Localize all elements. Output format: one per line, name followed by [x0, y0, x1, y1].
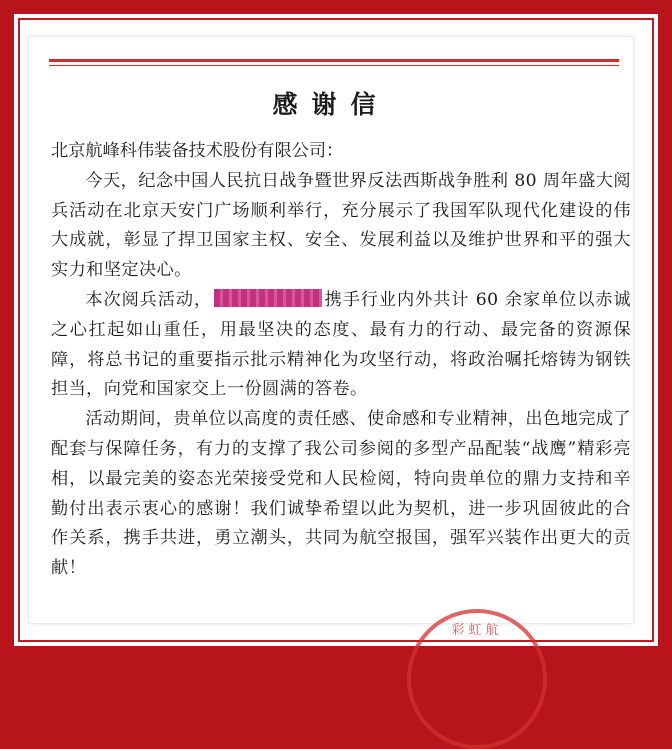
paragraph-1: 今天，纪念中国人民抗日战争暨世界反法西斯战争胜利 80 周年盛大阅兵活动在北京天安门广场顺利举行，充分展示了我国军队现代化建设的伟大成就，彰显了捍卫国家主权、安全、发展利益以及维护世界和平的强大实力和坚定决心。 — [51, 170, 631, 281]
paragraph-3: 活动期间，贵单位以高度的责任感、使命感和专业精神，出色地完成了配套与保障任务，有力的支撑了我公司参阅的多型产品配装“战鹰”精彩亮相，以最完美的姿态光荣接受党和人民检阅，特向贵单位的鼎力支持和辛勤付出表示衷心的感谢！我们诚挚希望以此为契机，进一步巩固彼此的合作关系，携手共进，勇立潮头，共同为航空报国，强军兴装作出更大的贡献！ — [51, 409, 631, 579]
redacted-name-block — [214, 289, 322, 307]
header-rule-thick — [49, 59, 619, 62]
paragraph-2 — [51, 286, 631, 405]
letter-title: 感谢信 — [272, 90, 390, 119]
company-seal-stamp — [407, 609, 547, 749]
salutation: 北京航峰科伟装备技术股份有限公司： — [51, 141, 344, 161]
letter-page — [28, 36, 634, 638]
letter-body — [51, 137, 631, 584]
seal-text: 彩虹航 — [451, 623, 503, 638]
header-rule-thin — [49, 65, 619, 66]
paragraph-2-start: 本次阅兵活动， — [85, 289, 213, 310]
paragraph-2-rest: 携手行业内外共计 60 余家单位以赤诚之心扛起如山重任，用最坚决的态度、最有力的行动、最完备的资源保障，将总书记的重要指示批示精神化为攻坚行动，将政治嘱托熔铸为钢铁担当，向党和国家交上一份圆满的答卷。 — [51, 289, 631, 400]
